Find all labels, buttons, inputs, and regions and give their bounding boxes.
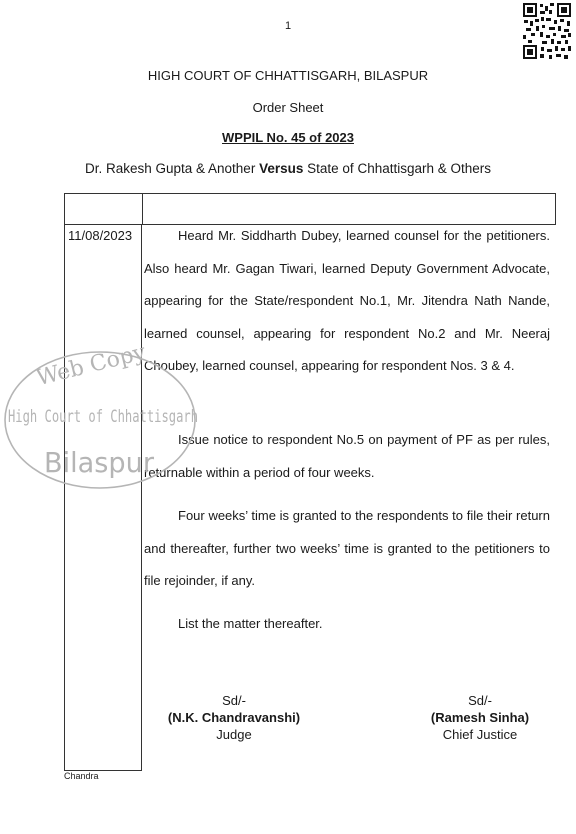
order-paragraph-2: Issue notice to respondent No.5 on payment of PF as per rules, returnable within a period of four weeks. [144, 432, 550, 480]
signature-sd: Sd/- [222, 693, 246, 708]
parties-line [0, 161, 576, 176]
case-number: WPPIL No. 45 of 2023 [222, 130, 354, 145]
respondent-name: State of Chhattisgarh & Others [307, 161, 492, 176]
table-header-divider [142, 194, 143, 224]
qr-code-icon [522, 2, 572, 60]
order-paragraph-4: List the matter thereafter. [178, 616, 323, 631]
page-number: 1 [284, 20, 292, 32]
signature-sd: Sd/- [468, 693, 492, 708]
signature-title: Chief Justice [442, 727, 518, 742]
signature-name: (N.K. Chandravanshi) [167, 710, 301, 725]
versus-label: Versus [259, 161, 304, 176]
watermark-city: Bilaspur [44, 446, 155, 479]
petitioner-name: Dr. Rakesh Gupta & Another [84, 161, 256, 176]
order-paragraph-1: Heard Mr. Siddharth Dubey, learned counsel for the petitioners. Also heard Mr. Gagan Tiwari, learned Deputy Government Advocate, appearing for the State/respondent No.1, Mr. Jitendra Nath Nande, learned counsel, appearing for respondent No.2 and Mr. Neeraj Choubey, learned counsel, appearing for respondent Nos. 3 & 4. [144, 228, 550, 373]
typist-initials: Chandra [64, 771, 99, 781]
signature-chief-justice [412, 692, 548, 743]
table-left-border [64, 225, 65, 771]
signature-name: (Ramesh Sinha) [430, 710, 530, 725]
table-column-divider [141, 225, 142, 771]
order-date: 11/08/2023 [68, 228, 133, 243]
signature-title: Judge [216, 727, 252, 742]
order-paragraph-3: Four weeks’ time is granted to the respondents to file their return and thereafter, further two weeks’ time is granted to the petitioners to file rejoinder, if any. [144, 508, 550, 588]
watermark-court: High Court of Chhattisgarh [8, 407, 198, 427]
signature-judge [146, 692, 322, 743]
watermark-web-copy: Web Copy [34, 339, 149, 392]
sheet-title: Order Sheet [252, 100, 324, 115]
court-name: HIGH COURT OF CHHATTISGARH, BILASPUR [147, 68, 429, 83]
